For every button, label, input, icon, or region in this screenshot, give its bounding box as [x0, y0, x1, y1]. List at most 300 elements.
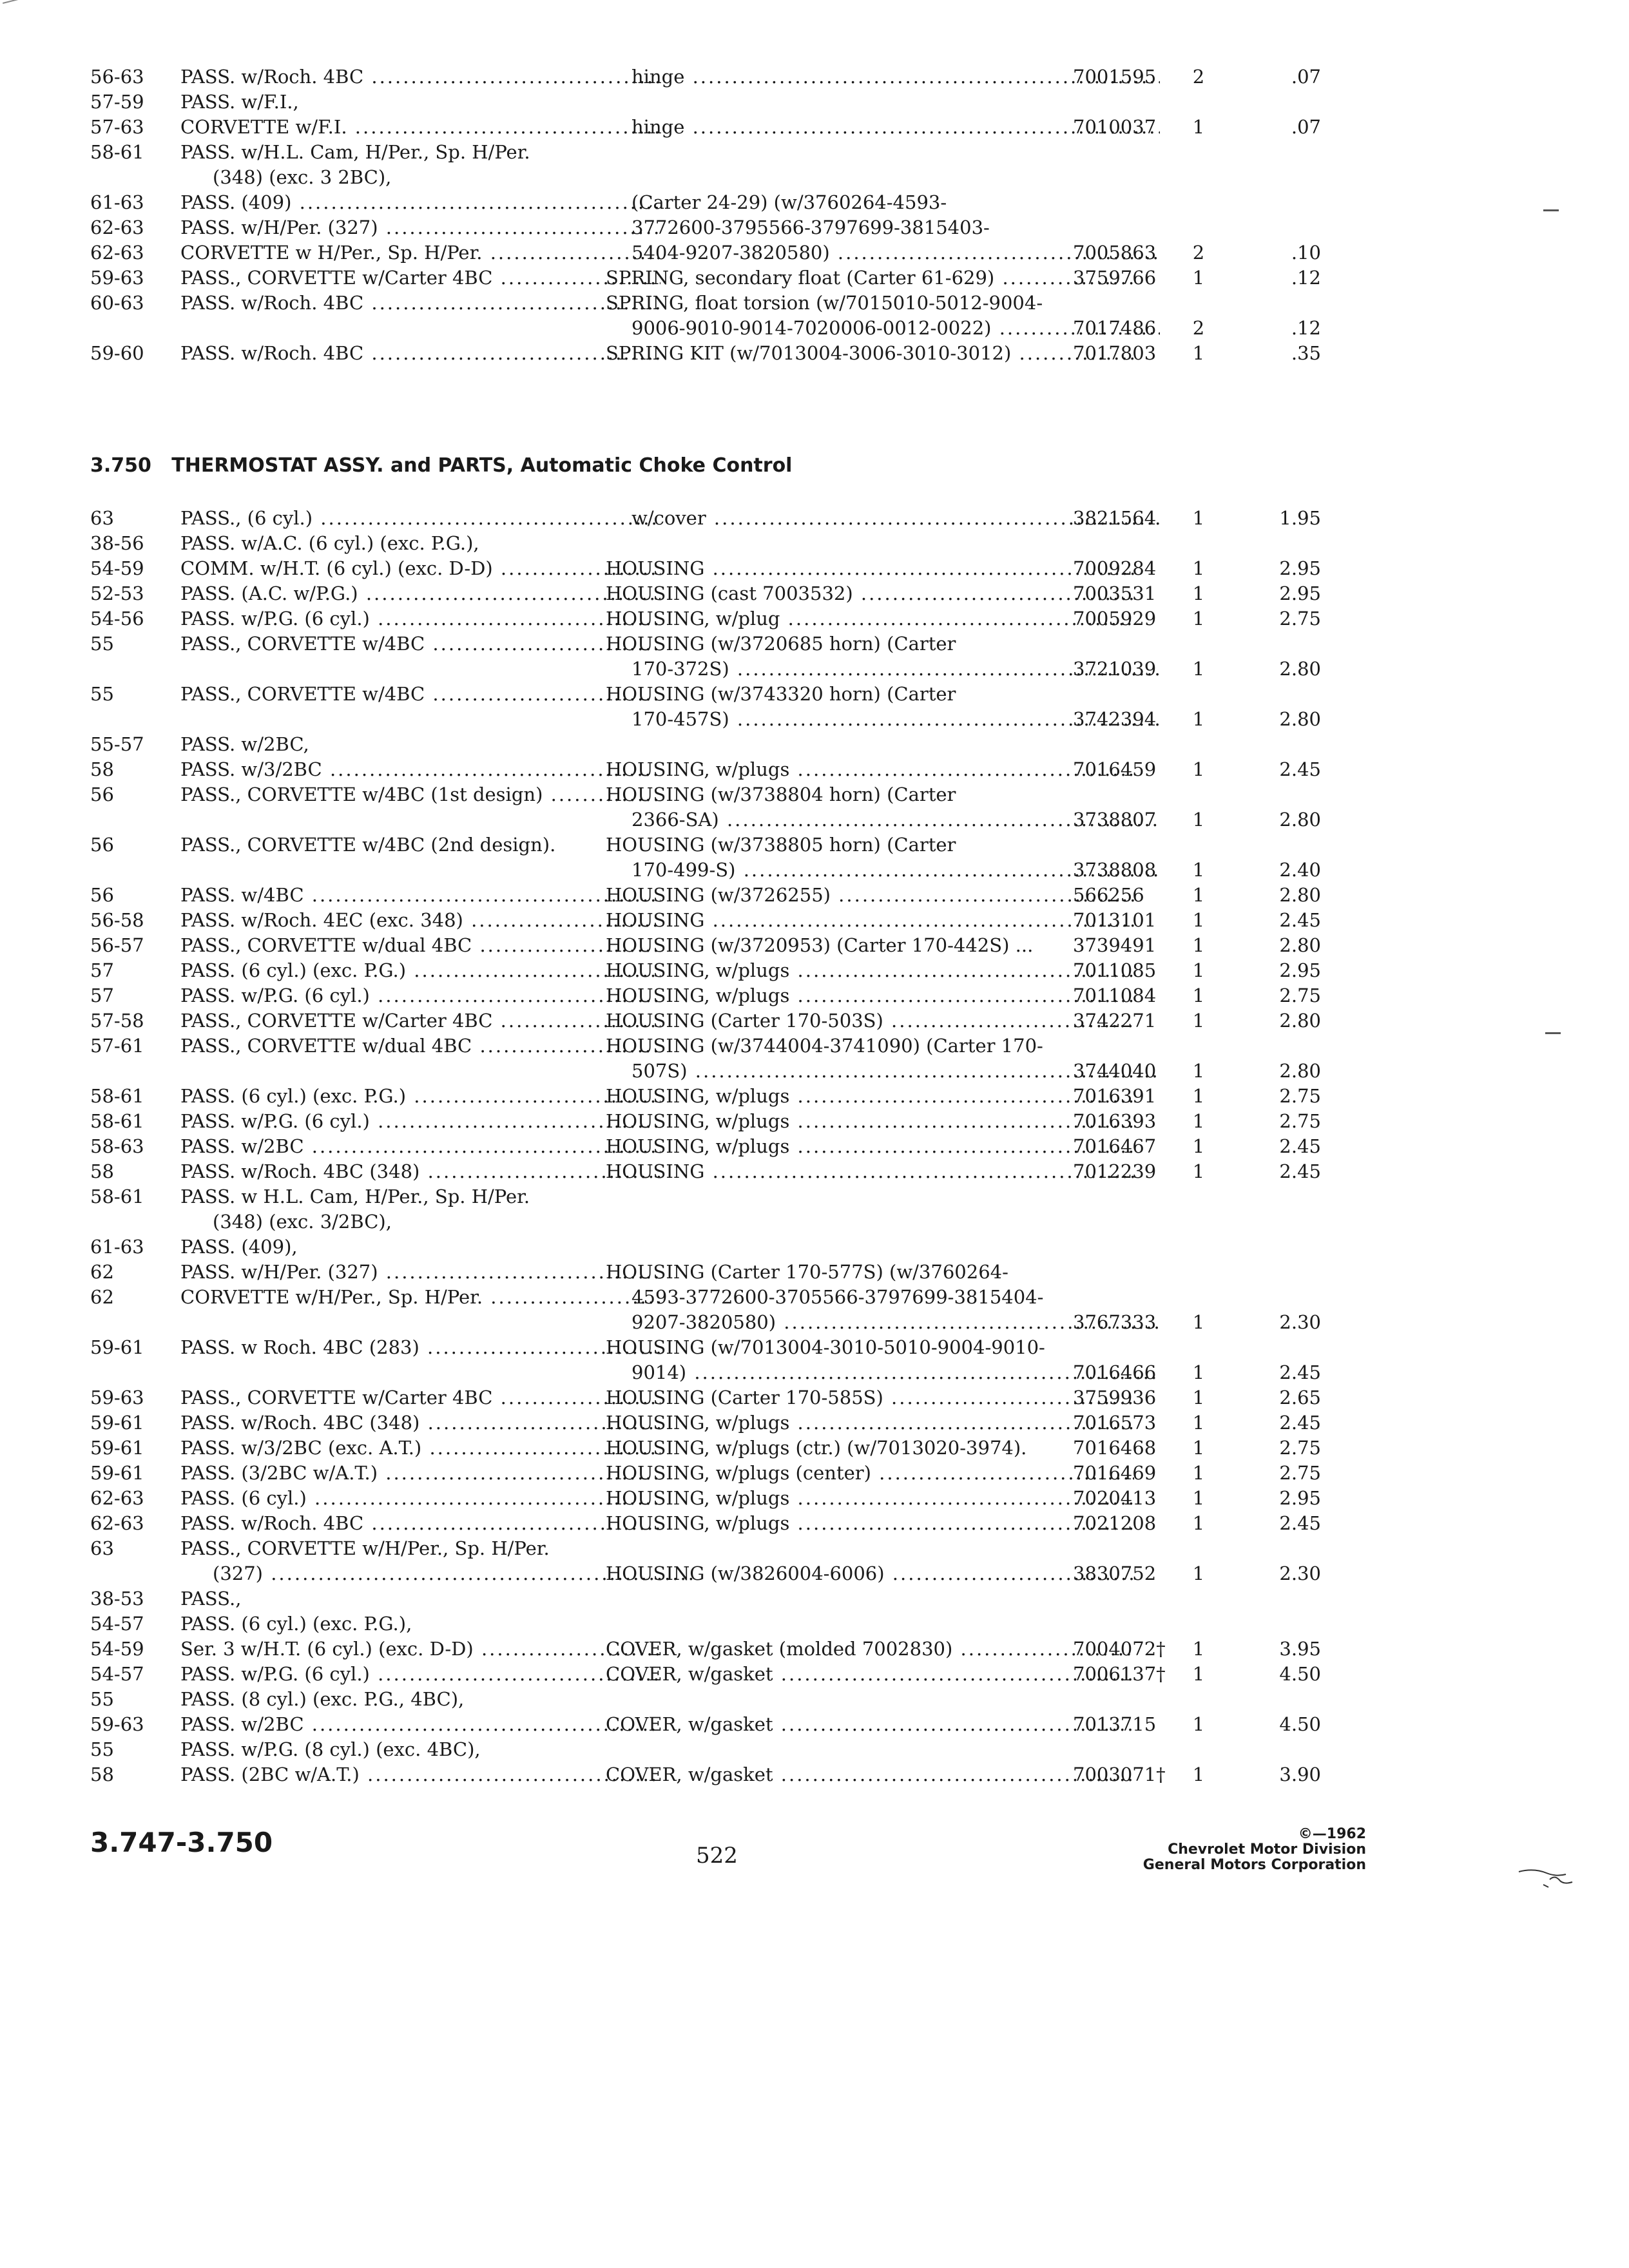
part-number: 3830752: [1073, 1562, 1157, 1584]
part-description: HOUSING (w/7013004-3010-5010-9004-9010-: [606, 1336, 1045, 1358]
table-row: [90, 1436, 1321, 1461]
part-description: HOUSING, w/plugs (ctr.) (w/7013020-3974).: [606, 1437, 1027, 1459]
table-row: [90, 240, 1321, 265]
quantity: 1: [1192, 934, 1205, 956]
price: .35: [1291, 342, 1321, 364]
part-number: 7016468: [1073, 1437, 1157, 1459]
year-range: 59-61: [90, 1462, 144, 1484]
table-row: [90, 581, 1321, 606]
table-row: [90, 1159, 1321, 1184]
part-number: 7020413: [1073, 1487, 1157, 1509]
price: 2.45: [1279, 1512, 1321, 1534]
part-description: HOUSING .....: [606, 556, 1134, 581]
part-description: COVER, w/gasket .....: [606, 1762, 1134, 1787]
table-row: [90, 1586, 1315, 1611]
application: PASS. (6 cyl.) (exc. P.G.),: [180, 1613, 412, 1635]
price: 2.75: [1279, 1085, 1321, 1107]
quantity: 1: [1192, 959, 1205, 981]
quantity: 1: [1192, 1010, 1205, 1032]
quantity: 1: [1192, 1462, 1205, 1484]
part-description: HOUSING, w/plugs .....: [606, 1486, 1134, 1511]
year-range: 58-61: [90, 1110, 144, 1132]
application: PASS., CORVETTE w/dual 4BC .....: [180, 1033, 660, 1059]
part-number: 566256: [1073, 884, 1144, 906]
application: (348) (exc. 3/2BC),: [213, 1211, 392, 1233]
section-number: 3.750: [90, 454, 151, 477]
price: 2.45: [1279, 909, 1321, 931]
part-description: HOUSING (w/3826004-6006) .....: [606, 1561, 1134, 1586]
part-number: 7013715: [1073, 1713, 1157, 1735]
year-range: 58: [90, 1160, 114, 1182]
price: 2.95: [1279, 1487, 1321, 1509]
price: 4.50: [1279, 1713, 1321, 1735]
year-range: 57-59: [90, 91, 144, 113]
application: PASS.,: [180, 1588, 242, 1610]
part-description: 5404-9207-3820580) .....: [606, 240, 1160, 265]
year-range: 56-57: [90, 934, 144, 956]
part-number: 7016393: [1073, 1110, 1157, 1132]
application: PASS. w/Roch. 4BC (348) .....: [180, 1159, 660, 1184]
price: .12: [1291, 317, 1321, 339]
table-row: [90, 1134, 1321, 1159]
quantity: 1: [1192, 608, 1205, 629]
part-number: 7009284: [1073, 557, 1157, 579]
application: PASS., CORVETTE w/Carter 4BC .....: [180, 265, 660, 291]
application: PASS. w/3/2BC .....: [180, 757, 660, 782]
part-description: HOUSING (w/3726255) .....: [606, 883, 1134, 908]
table-row: [90, 1184, 1315, 1209]
application: PASS. (A.C. w/P.G.) .....: [180, 581, 660, 606]
year-range: 56: [90, 884, 114, 906]
application: PASS., CORVETTE w/dual 4BC .....: [180, 933, 660, 958]
part-number: 7011084: [1073, 985, 1157, 1006]
application: PASS. w/P.G. (8 cyl.) (exc. 4BC),: [180, 1738, 481, 1760]
part-number: 7016573: [1073, 1412, 1157, 1434]
part-number: 7021208: [1073, 1512, 1157, 1534]
part-description: 507S) .....: [606, 1059, 1160, 1084]
price: 2.45: [1279, 1160, 1321, 1182]
part-number: 3767333: [1073, 1311, 1157, 1333]
page-number: 522: [696, 1843, 738, 1869]
application: PASS., CORVETTE w/4BC (1st design) .....: [180, 782, 660, 807]
price: 2.30: [1279, 1311, 1321, 1333]
quantity: 1: [1192, 1763, 1205, 1785]
application: PASS. (8 cyl.) (exc. P.G., 4BC),: [180, 1688, 465, 1710]
table-row: [90, 707, 1321, 732]
part-description: HOUSING, w/plugs (center) .....: [606, 1461, 1134, 1486]
application: PASS., CORVETTE w/Carter 4BC .....: [180, 1385, 660, 1410]
price: 2.45: [1279, 1135, 1321, 1157]
year-range: 62: [90, 1286, 114, 1308]
table-row: [90, 531, 1315, 556]
part-description: HOUSING (Carter 170-585S) .....: [606, 1385, 1134, 1410]
table-row: [90, 1059, 1321, 1084]
application: PASS. w/P.G. (6 cyl.) .....: [180, 1662, 660, 1687]
quantity: 1: [1192, 1085, 1205, 1107]
quantity: 1: [1192, 1160, 1205, 1182]
year-range: 58-61: [90, 1186, 144, 1207]
application: PASS. w H.L. Cam, H/Per., Sp. H/Per.: [180, 1186, 530, 1207]
year-range: 58: [90, 758, 114, 780]
part-description: HOUSING (w/3738805 horn) (Carter: [606, 834, 956, 856]
table-row: [90, 90, 1315, 115]
table-row: [90, 1712, 1321, 1737]
price: 2.45: [1279, 1361, 1321, 1383]
table-row: [90, 657, 1321, 682]
application: PASS. w/F.I.,: [180, 91, 299, 113]
year-range: 56: [90, 834, 114, 856]
part-number: 7016467: [1073, 1135, 1157, 1157]
application: PASS. w/P.G. (6 cyl.) .....: [180, 983, 660, 1008]
part-description: HOUSING, w/plugs .....: [606, 1410, 1134, 1436]
price: 2.95: [1279, 582, 1321, 604]
year-range: 59-63: [90, 267, 144, 289]
year-range: 62-63: [90, 1487, 144, 1509]
year-range: 55: [90, 1738, 114, 1760]
part-description: HOUSING (w/3720685 horn) (Carter: [606, 633, 956, 655]
price: 2.95: [1279, 557, 1321, 579]
part-description: HOUSING (Carter 170-503S) .....: [606, 1008, 1134, 1033]
table-row: [90, 1008, 1321, 1033]
application: PASS. w/Roch. 4BC .....: [180, 291, 660, 316]
table-row: [90, 1109, 1321, 1134]
year-range: 62-63: [90, 1512, 144, 1534]
table-row: [90, 1033, 1315, 1059]
price: 2.40: [1279, 859, 1321, 881]
year-range: 54-56: [90, 608, 144, 629]
price: 1.95: [1279, 507, 1321, 529]
table-row: [90, 908, 1321, 933]
part-description: HOUSING (Carter 170-577S) (w/3760264-: [606, 1261, 1008, 1283]
table-row: [90, 958, 1321, 983]
table-row: [90, 1737, 1315, 1762]
part-description: 170-372S) .....: [606, 657, 1160, 682]
year-range: 59-61: [90, 1437, 144, 1459]
application: (348) (exc. 3 2BC),: [213, 166, 392, 188]
part-description: COVER, w/gasket .....: [606, 1662, 1134, 1687]
quantity: 1: [1192, 1487, 1205, 1509]
part-description: HOUSING, w/plugs .....: [606, 1109, 1134, 1134]
table-row: [90, 556, 1321, 581]
table-row: [90, 341, 1321, 366]
part-number: 7016466: [1073, 1361, 1157, 1383]
part-description: COVER, w/gasket (molded 7002830) .....: [606, 1637, 1134, 1662]
year-range: 38-53: [90, 1588, 144, 1610]
table-row: [90, 1687, 1315, 1712]
application: PASS. (6 cyl.) (exc. P.G.) .....: [180, 958, 660, 983]
quantity: 1: [1192, 1562, 1205, 1584]
application: PASS. w/3/2BC (exc. A.T.) .....: [180, 1436, 660, 1461]
part-number: 3721039: [1073, 658, 1157, 680]
year-range: 58: [90, 1763, 114, 1785]
application: PASS. w/H/Per. (327) .....: [180, 1260, 660, 1285]
part-number: 3738807: [1073, 809, 1157, 831]
year-range: 55: [90, 683, 114, 705]
section-heading: [90, 454, 792, 477]
part-description: HOUSING, w/plugs .....: [606, 1084, 1134, 1109]
application: COMM. w/H.T. (6 cyl.) (exc. D-D) .....: [180, 556, 660, 581]
part-description: 2366-SA) .....: [606, 807, 1160, 832]
table-row: [90, 832, 1315, 858]
application: PASS. (6 cyl.) (exc. P.G.) .....: [180, 1084, 660, 1109]
table-row: [90, 316, 1321, 341]
table-row: [90, 1662, 1321, 1687]
part-number: 7003531: [1073, 582, 1157, 604]
application: PASS., CORVETTE w/4BC .....: [180, 631, 660, 657]
publisher-line2: General Motors Corporation: [1142, 1857, 1366, 1873]
section-range: 3.747-3.750: [90, 1827, 273, 1858]
table-row: [90, 190, 1315, 215]
table-row: [90, 682, 1315, 707]
application: PASS. w/H.L. Cam, H/Per., Sp. H/Per.: [180, 141, 530, 163]
price: 2.80: [1279, 1010, 1321, 1032]
year-range: 61-63: [90, 1236, 144, 1258]
part-number: 7016391: [1073, 1085, 1157, 1107]
price: .07: [1291, 66, 1321, 88]
table-row: [90, 807, 1321, 832]
top-parts-table: [90, 64, 1321, 366]
part-number: 3742271: [1073, 1010, 1157, 1032]
year-range: 61-63: [90, 191, 144, 213]
price: .07: [1291, 116, 1321, 138]
application: PASS. w/Roch. 4BC .....: [180, 341, 660, 366]
quantity: 2: [1192, 242, 1205, 264]
quantity: 1: [1192, 1638, 1205, 1660]
table-row: [90, 1260, 1315, 1285]
part-number: 7017486: [1073, 317, 1157, 339]
table-row: [90, 506, 1321, 531]
application: PASS. w/2BC .....: [180, 1712, 660, 1737]
application: PASS. w/2BC,: [180, 733, 309, 755]
price: 2.75: [1279, 1437, 1321, 1459]
year-range: 57-61: [90, 1035, 144, 1057]
price: 2.80: [1279, 884, 1321, 906]
part-number: 7010037: [1073, 116, 1157, 138]
price: 2.75: [1279, 1462, 1321, 1484]
part-number: 3739491: [1073, 934, 1157, 956]
quantity: 1: [1192, 859, 1205, 881]
price: 3.90: [1279, 1763, 1321, 1785]
year-range: 59-63: [90, 1387, 144, 1408]
table-row: [90, 265, 1321, 291]
year-range: 56-58: [90, 909, 144, 931]
part-description: 170-499-S) .....: [606, 858, 1160, 883]
table-row: [90, 1209, 1315, 1235]
table-row: [90, 1762, 1321, 1787]
application: PASS. w/A.C. (6 cyl.) (exc. P.G.),: [180, 532, 479, 554]
margin-dash: [1545, 1032, 1561, 1034]
part-description: hinge .....: [606, 64, 1160, 90]
year-range: 59-60: [90, 342, 144, 364]
part-description: HOUSING, w/plug .....: [606, 606, 1134, 631]
handwritten-mark: [1518, 1865, 1576, 1891]
part-number: 7001595: [1073, 66, 1157, 88]
year-range: 54-57: [90, 1613, 144, 1635]
part-number: 7016459: [1073, 758, 1157, 780]
application: Ser. 3 w/H.T. (6 cyl.) (exc. D-D) .....: [180, 1637, 660, 1662]
application: PASS. w/2BC .....: [180, 1134, 660, 1159]
table-row: [90, 631, 1315, 657]
part-description: HOUSING (w/3720953) (Carter 170-442S) ...: [606, 934, 1034, 956]
quantity: 1: [1192, 582, 1205, 604]
table-row: [90, 933, 1321, 958]
application: PASS. (6 cyl.) .....: [180, 1486, 660, 1511]
part-description: HOUSING (w/3743320 horn) (Carter: [606, 683, 956, 705]
part-description: SPRING KIT (w/7013004-3006-3010-3012) .....: [606, 341, 1134, 366]
quantity: 1: [1192, 507, 1205, 529]
part-number: 3738808: [1073, 859, 1157, 881]
table-row: [90, 883, 1321, 908]
part-description: w/cover .....: [606, 506, 1160, 531]
table-row: [90, 1611, 1315, 1637]
table-row: [90, 1561, 1321, 1586]
application: PASS., CORVETTE w/4BC .....: [180, 682, 660, 707]
part-number: 7012239: [1073, 1160, 1157, 1182]
quantity: 1: [1192, 342, 1205, 364]
quantity: 1: [1192, 1135, 1205, 1157]
application: PASS. w/Roch. 4BC .....: [180, 1511, 660, 1536]
part-description: COVER, w/gasket .....: [606, 1712, 1134, 1737]
quantity: 1: [1192, 809, 1205, 831]
quantity: 2: [1192, 317, 1205, 339]
quantity: 1: [1192, 557, 1205, 579]
part-description: HOUSING, w/plugs .....: [606, 983, 1134, 1008]
application: CORVETTE w/F.I. .....: [180, 115, 660, 140]
part-description: HOUSING, w/plugs .....: [606, 958, 1134, 983]
year-range: 54-59: [90, 557, 144, 579]
year-range: 57-58: [90, 1010, 144, 1032]
quantity: 1: [1192, 116, 1205, 138]
price: 2.80: [1279, 708, 1321, 730]
quantity: 1: [1192, 1412, 1205, 1434]
price: 2.75: [1279, 985, 1321, 1006]
price: .12: [1291, 267, 1321, 289]
quantity: 1: [1192, 1663, 1205, 1685]
quantity: 2: [1192, 66, 1205, 88]
part-description: SPRING, secondary float (Carter 61-629) .....: [606, 265, 1134, 291]
table-row: [90, 215, 1315, 240]
price: 2.80: [1279, 658, 1321, 680]
price: 2.75: [1279, 1110, 1321, 1132]
year-range: 57: [90, 985, 114, 1006]
year-range: 63: [90, 507, 114, 529]
part-number: 7004072†: [1073, 1638, 1166, 1660]
part-description: 9207-3820580) .....: [606, 1310, 1160, 1335]
table-row: [90, 1335, 1315, 1360]
publisher-block: [1057, 1827, 1366, 1873]
part-description: 4593-3772600-3705566-3797699-3815404-: [631, 1286, 1044, 1308]
price: 2.95: [1279, 959, 1321, 981]
section-title: THERMOSTAT ASSY. and PARTS,: [171, 454, 514, 477]
table-row: [90, 1310, 1321, 1335]
part-number: 3742394: [1073, 708, 1157, 730]
application: PASS. (2BC w/A.T.) .....: [180, 1762, 660, 1787]
application: PASS., CORVETTE w/H/Per., Sp. H/Per.: [180, 1537, 550, 1559]
year-range: 59-61: [90, 1412, 144, 1434]
quantity: 1: [1192, 1713, 1205, 1735]
year-range: 63: [90, 1537, 114, 1559]
quantity: 1: [1192, 985, 1205, 1006]
price: 2.75: [1279, 608, 1321, 629]
application: PASS. w/4BC .....: [180, 883, 660, 908]
price: 2.80: [1279, 1060, 1321, 1082]
part-number: 3759766: [1073, 267, 1157, 289]
table-row: [90, 64, 1321, 90]
application: CORVETTE w/H/Per., Sp. H/Per. .....: [180, 1285, 660, 1310]
year-range: 62: [90, 1261, 114, 1283]
table-row: [90, 1511, 1321, 1536]
year-range: 57-63: [90, 116, 144, 138]
table-row: [90, 858, 1321, 883]
year-range: 55-57: [90, 733, 144, 755]
part-description: HOUSING (w/3738804 horn) (Carter: [606, 783, 956, 805]
part-description: HOUSING .....: [606, 1159, 1134, 1184]
year-range: 58-63: [90, 1135, 144, 1157]
table-row: [90, 1637, 1321, 1662]
part-description: HOUSING, w/plugs .....: [606, 1134, 1134, 1159]
year-range: 57: [90, 959, 114, 981]
part-number: 7017803: [1073, 342, 1157, 364]
part-description: HOUSING, w/plugs .....: [606, 1511, 1134, 1536]
year-range: 38-56: [90, 532, 144, 554]
application: CORVETTE w H/Per., Sp. H/Per. .....: [180, 240, 660, 265]
year-range: 54-59: [90, 1638, 144, 1660]
table-row: [90, 1486, 1321, 1511]
quantity: 1: [1192, 708, 1205, 730]
table-row: [90, 1360, 1321, 1385]
quantity: 1: [1192, 267, 1205, 289]
price: 2.30: [1279, 1562, 1321, 1584]
application: PASS. (409) .....: [180, 190, 660, 215]
part-number: 7005929: [1073, 608, 1157, 629]
table-row: [90, 140, 1315, 165]
part-description: 170-457S) .....: [606, 707, 1160, 732]
part-description: SPRING, float torsion (w/7015010-5012-9004-: [606, 292, 1043, 314]
application: PASS. w/Roch. 4EC (exc. 348) .....: [180, 908, 660, 933]
price: 3.95: [1279, 1638, 1321, 1660]
part-description: 3772600-3795566-3797699-3815403-: [631, 216, 990, 238]
application: (327) .....: [180, 1561, 693, 1586]
quantity: 1: [1192, 1387, 1205, 1408]
year-range: 52-53: [90, 582, 144, 604]
table-row: [90, 983, 1321, 1008]
table-row: [90, 165, 1315, 190]
quantity: 1: [1192, 658, 1205, 680]
application: PASS., (6 cyl.) .....: [180, 506, 660, 531]
parts-catalog-page: [90, 64, 1321, 366]
application: PASS. w/Roch. 4BC .....: [180, 64, 660, 90]
application: PASS., CORVETTE w/4BC (2nd design).: [180, 834, 556, 856]
price: 4.50: [1279, 1663, 1321, 1685]
part-number: 7013101: [1073, 909, 1157, 931]
quantity: 1: [1192, 1311, 1205, 1333]
application: PASS. w/H/Per. (327) .....: [180, 215, 660, 240]
year-range: 58-61: [90, 141, 144, 163]
part-number: 3759936: [1073, 1387, 1157, 1408]
year-range: 56-63: [90, 66, 144, 88]
table-row: [90, 1235, 1315, 1260]
table-row: [90, 1084, 1321, 1109]
table-row: [90, 1461, 1321, 1486]
table-row: [90, 606, 1321, 631]
table-row: [90, 732, 1315, 757]
thermostat-parts-list: [90, 506, 1321, 1787]
year-range: 56: [90, 783, 114, 805]
quantity: 1: [1192, 1512, 1205, 1534]
table-row: [90, 1536, 1315, 1561]
quantity: 1: [1192, 1060, 1205, 1082]
part-description: (Carter 24-29) (w/3760264-4593-: [631, 191, 947, 213]
